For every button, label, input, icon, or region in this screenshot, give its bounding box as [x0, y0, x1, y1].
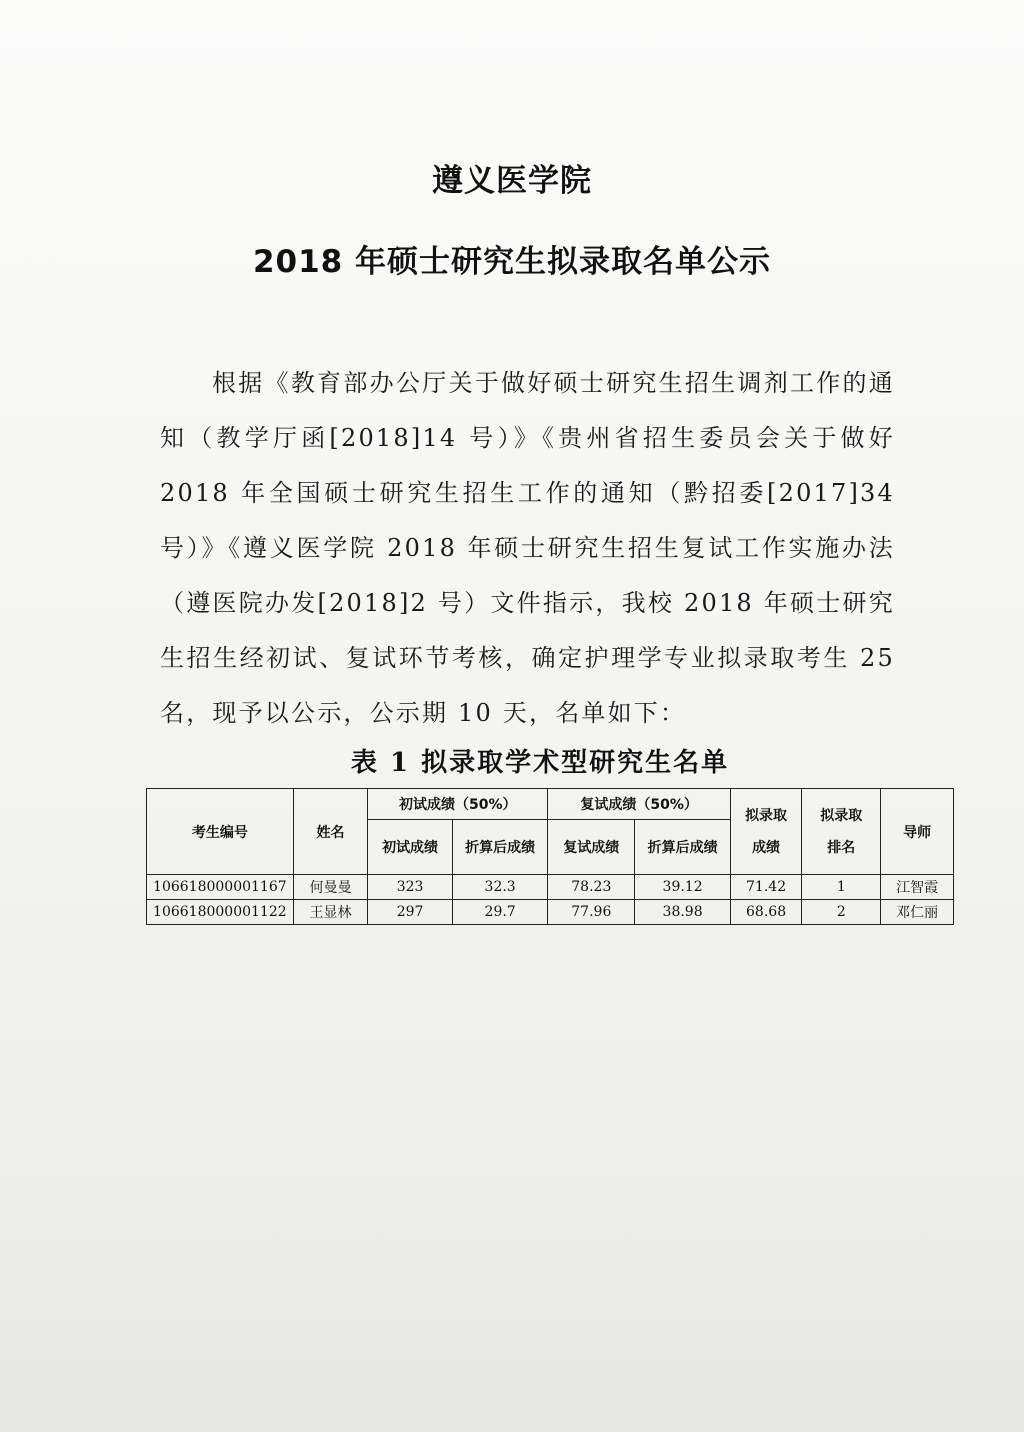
document-heading: 2018 年硕士研究生拟录取名单公示: [252, 244, 772, 280]
header-name: 姓名: [293, 789, 368, 875]
cell-admit-score: 68.68: [730, 900, 801, 925]
header-advisor: 导师: [881, 789, 954, 875]
header-retest-group: 复试成绩（50%）: [548, 789, 731, 820]
cell-admit-score: 71.42: [730, 875, 801, 900]
header-admit-rank: 拟录取排名: [802, 789, 881, 875]
cell-retest-score: 77.96: [548, 900, 635, 925]
header-prelim-converted: 折算后成绩: [452, 820, 547, 875]
cell-id: 106618000001122: [147, 900, 294, 925]
cell-name: 王显林: [293, 900, 368, 925]
table-header-row: [147, 789, 954, 820]
cell-prelim-score: 297: [368, 900, 453, 925]
cell-advisor: 江智霞: [881, 875, 954, 900]
table-row: [147, 900, 954, 925]
header-retest-score: 复试成绩: [548, 820, 635, 875]
header-prelim-group: 初试成绩（50%）: [368, 789, 548, 820]
cell-retest-converted: 39.12: [635, 875, 731, 900]
cell-name: 何曼曼: [293, 875, 368, 900]
header-id: 考生编号: [147, 789, 294, 875]
cell-retest-converted: 38.98: [635, 900, 731, 925]
header-prelim-score: 初试成绩: [368, 820, 453, 875]
header-admit-score: 拟录取成绩: [730, 789, 801, 875]
cell-admit-rank: 2: [802, 900, 881, 925]
table-caption: 表 1 拟录取学术型研究生名单: [350, 748, 730, 778]
cell-prelim-converted: 32.3: [452, 875, 547, 900]
admission-table: [146, 788, 954, 925]
body-paragraph: 根据《教育部办公厅关于做好硕士研究生招生调剂工作的通知（教学厅函[2018]14 号）》《贵州省招生委员会关于做好 2018 年全国硕士研究生招生工作的通知（黔招委[2017]34 号）》《遵义医学院 2018 年硕士研究生招生复试工作实施办法（遵医院办发[2018]2 号）文件指示，我校 2018 年硕士研究生招生经初试、复试环节考核，确定护理学专业拟录取考生 25 名，现予以公示，公示期 10 天，名单如下：: [160, 369, 895, 727]
table-row: [147, 875, 954, 900]
cell-prelim-score: 323: [368, 875, 453, 900]
school-name: 遵义医学院: [432, 163, 592, 199]
cell-id: 106618000001167: [147, 875, 294, 900]
cell-retest-score: 78.23: [548, 875, 635, 900]
cell-admit-rank: 1: [802, 875, 881, 900]
cell-prelim-converted: 29.7: [452, 900, 547, 925]
cell-advisor: 邓仁丽: [881, 900, 954, 925]
header-retest-converted: 折算后成绩: [635, 820, 731, 875]
